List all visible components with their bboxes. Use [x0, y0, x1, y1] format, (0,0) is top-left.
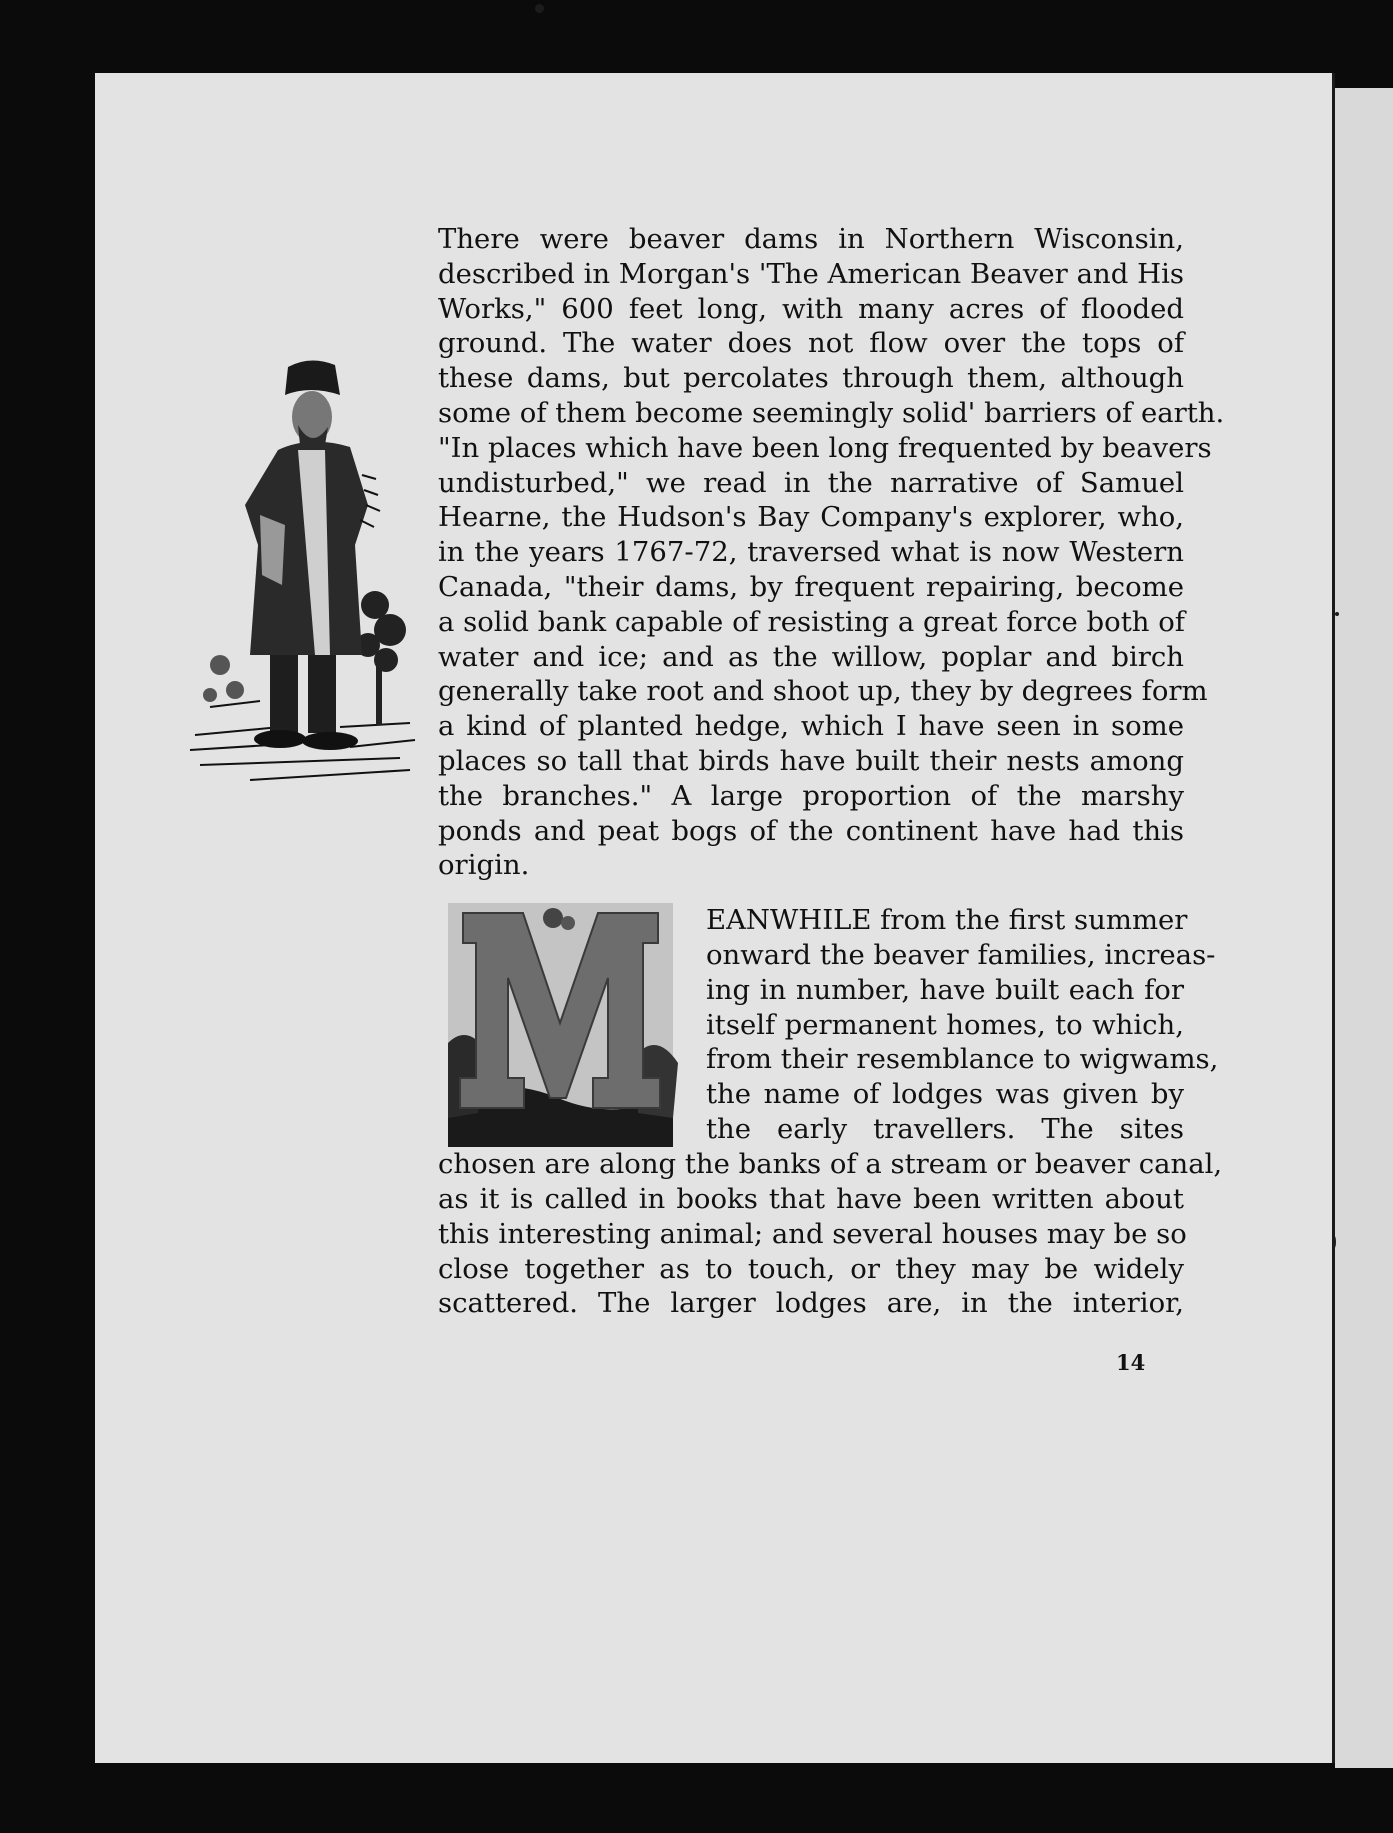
- text-line: Canada, "their dams, by frequent repairing, become: [438, 570, 1184, 603]
- text-line: from their resemblance to wigwams,: [706, 1043, 1219, 1076]
- text-line: There were beaver dams in Northern Wisconsin,: [438, 223, 1184, 255]
- text-line: undisturbed," we read in the narrative of Samuel: [438, 466, 1184, 499]
- text-line: the branches." A large proportion of the marshy: [438, 779, 1184, 812]
- paragraph-second-dropcap: [438, 903, 1219, 1147]
- text-line: as it is called in books that have been written about: [438, 1182, 1184, 1215]
- text-line: ground. The water does not flow over the tops of: [438, 327, 1184, 360]
- text-line: in the years 1767-72, traversed what is now Western: [438, 536, 1184, 569]
- text-line: close together as to touch, or they may be widely: [438, 1252, 1184, 1285]
- facing-page-edge: [1335, 88, 1393, 1768]
- text-line: Works," 600 feet long, with many acres of flooded: [438, 292, 1184, 325]
- text-line: "In places which have been long frequented by beavers: [438, 431, 1212, 464]
- scan-speck: [1333, 1236, 1336, 1248]
- text-line: this interesting animal; and several houses may be so: [438, 1217, 1187, 1250]
- text-line: EANWHILE from the first summer: [706, 904, 1188, 937]
- text-line: scattered. The larger lodges are, in the interior,: [438, 1287, 1184, 1320]
- text-line: onward the beaver families, increas-: [706, 938, 1216, 971]
- text-line: ing in number, have built each for: [706, 973, 1184, 1006]
- paragraph-second-continued: [438, 1147, 1223, 1321]
- text-line: chosen are along the banks of a stream or beaver canal,: [438, 1148, 1223, 1181]
- text-line: some of them become seemingly solid' barriers of earth.: [438, 396, 1225, 429]
- text-line: places so tall that birds have built their nests among: [438, 744, 1184, 777]
- text-line: a solid bank capable of resisting a great force both of: [438, 605, 1185, 638]
- text-line: itself permanent homes, to which,: [706, 1008, 1184, 1041]
- text-line: these dams, but percolates through them, although: [438, 362, 1184, 395]
- scan-speck: [1335, 612, 1339, 616]
- page-number: 14: [1116, 1350, 1146, 1375]
- text-line: ponds and peat bogs of the continent have had this: [438, 814, 1184, 847]
- text-line: water and ice; and as the willow, poplar and birch: [438, 640, 1184, 673]
- text-line: generally take root and shoot up, they by degrees form: [438, 675, 1208, 708]
- text-line: the early travellers. The sites: [706, 1112, 1184, 1145]
- text-line: a kind of planted hedge, which I have seen in some: [438, 710, 1184, 743]
- text-line: the name of lodges was given by: [706, 1078, 1184, 1111]
- dropcap-adjacent-text: [706, 903, 1219, 1147]
- text-line: Hearne, the Hudson's Bay Company's explorer, who,: [438, 501, 1184, 534]
- body-text: [438, 222, 1225, 1321]
- trapper-illustration: [190, 355, 420, 785]
- text-line: described in Morgan's 'The American Beaver and His: [438, 257, 1184, 290]
- paragraph-first: [438, 222, 1225, 883]
- decorated-dropcap-m: [438, 903, 683, 1147]
- scan-speck: [535, 4, 544, 13]
- text-line: origin.: [438, 849, 530, 882]
